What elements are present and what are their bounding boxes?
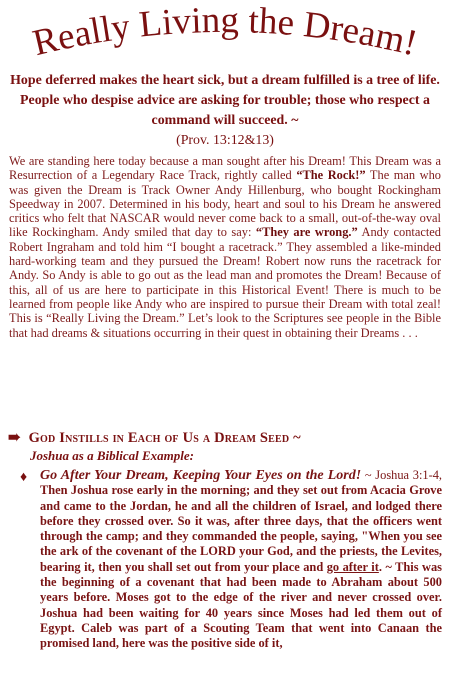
bullet-content [40,468,442,652]
body-emphasis-rock: “The Rock!” [296,168,366,183]
body-text-2: The man who was given the Dream is Track Owner Andy Hillenburg, who bought Rockingham Speedway in 2007. Determined in his body, heart and soul to his Dream he answered critics who felt that NASCAR would never come back to a small, out-of-the-way oval like Rockingham. Andy smiled that day to say: [9,168,441,240]
epigraph-reference: (Prov. 13:12&13) [176,133,274,148]
body-emphasis-wrong: “They are wrong.” [255,225,358,240]
body-text-3: Andy contacted Robert Ingraham and told him “I bought a racetrack.” They assembled a like-minded hard-working team and they pursued the Dream! Robert now runs the racetrack for Andy. So Andy is able to go out as the lead man and promotes the Dream! Because of this, all of us are here to participate in this Historical Event! There is much to be learned from people like Andy who are inspired to pursue their Dream with total zeal! This is “Really Living the Dream.” Let’s look to the Scriptures see people in the Bible that had dreams & situations occurring in their quest in obtaining their Dreams . . . [9,225,441,340]
arrow-bullet-icon: ➠ [8,430,21,446]
bullet-lead: Go After Your Dream, Keeping Your Eyes on the Lord! [40,468,362,483]
body-paragraph [9,154,441,340]
bullet-citation: ~ Joshua 3:1-4, [361,468,443,482]
section-heading [8,428,444,464]
page-title-text: Really Living the Dream! [29,0,422,65]
diamond-bullet-icon: ♦ [20,470,28,485]
epigraph [10,71,440,151]
bullet-text-2: . ~ This was the beginning of a covenant that had been made to Abraham about 500 years before. Moses got to the edge of the river and never crossed over. Joshua had been waiting for 40 years since Moses had led them out of Egypt. Caleb was part of a Scouting Team that went into Canaan the promised land, here was the positive side of it, [40,559,443,651]
page-title [0,0,450,78]
epigraph-text: Hope deferred makes the heart sick, but a dream fulfilled is a tree of life. People who despise advice are asking for trouble; those who respect a command will succeed. ~ [10,73,440,128]
section-heading-line1: God Instills in Each of Us a Dream Seed ~ [28,430,301,446]
bullet-underlined: go after it [326,559,379,574]
body-text-1: We are standing here today because a man sought after his Dream! This Dream was a Resurrection of a Legendary Race Track, rightly called [9,154,441,183]
bullet-text-1: Then Joshua rose early in the morning; and they set out from Acacia Grove and came to the Jordan, he and all the children of Israel, and lodged there before they crossed over. So it was, after three days, that the officers went through the camp; and they commanded the people, saying, "When you see the ark of the covenant of the LORD your God, and the priests, the Levites, bearing it, then you shall set out from your place and [40,483,442,574]
bullet-item [20,468,442,652]
section-heading-line2: Joshua as a Biblical Example: [30,448,194,463]
